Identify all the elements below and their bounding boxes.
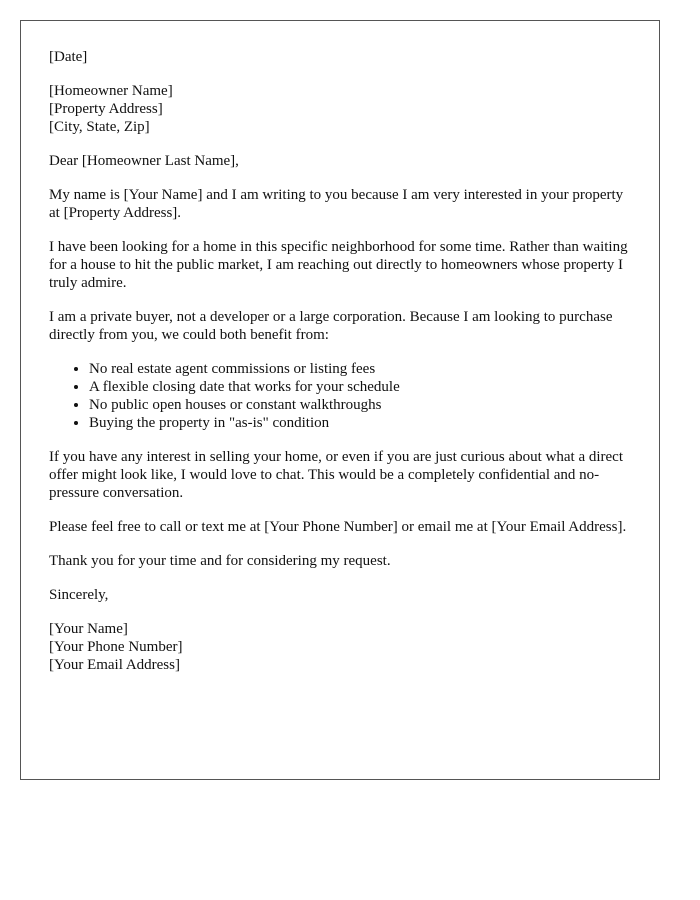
benefit-item: • Buying the property in "as-is" condition xyxy=(89,414,631,432)
paragraph-reason: I have been looking for a home in this specific neighborhood for some time. Rather than waiting for a house to hit the public market, I am reaching out directly to homeowners whose property I truly admire. xyxy=(49,239,628,291)
sender-block xyxy=(49,620,631,674)
recipient-name: [Homeowner Name] xyxy=(49,83,173,99)
paragraph-contact: Please feel free to call or text me at [Your Phone Number] or email me at [Your Email Address]. xyxy=(49,519,627,535)
recipient-property-address: [Property Address] xyxy=(49,101,163,117)
sender-name: [Your Name] xyxy=(49,621,128,637)
paragraph-private-buyer: I am a private buyer, not a developer or a large corporation. Because I am looking to purchase directly from you, we could both benefit from: xyxy=(49,309,613,343)
benefit-item: • A flexible closing date that works for your schedule xyxy=(89,378,631,396)
benefit-item: • No public open houses or constant walkthroughs xyxy=(89,396,631,414)
letter-date: [Date] xyxy=(49,49,88,65)
sender-phone: [Your Phone Number] xyxy=(49,639,183,655)
letter-page xyxy=(20,20,660,780)
recipient-city-state-zip: [City, State, Zip] xyxy=(49,119,150,135)
paragraph-thanks: Thank you for your time and for considering my request. xyxy=(49,553,391,569)
salutation: Dear [Homeowner Last Name], xyxy=(49,153,239,169)
benefit-item: • No real estate agent commissions or listing fees xyxy=(89,360,631,378)
paragraph-intro: My name is [Your Name] and I am writing to you because I am very interested in your property at [Property Address]. xyxy=(49,187,624,221)
benefits-list xyxy=(49,360,631,432)
recipient-address-block xyxy=(49,82,631,136)
signoff: Sincerely, xyxy=(49,587,109,603)
sender-email: [Your Email Address] xyxy=(49,657,180,673)
paragraph-interest: If you have any interest in selling your home, or even if you are just curious about what a direct offer might look like, I would love to chat. This would be a completely confidential and no-pressure conversation. xyxy=(49,449,623,501)
